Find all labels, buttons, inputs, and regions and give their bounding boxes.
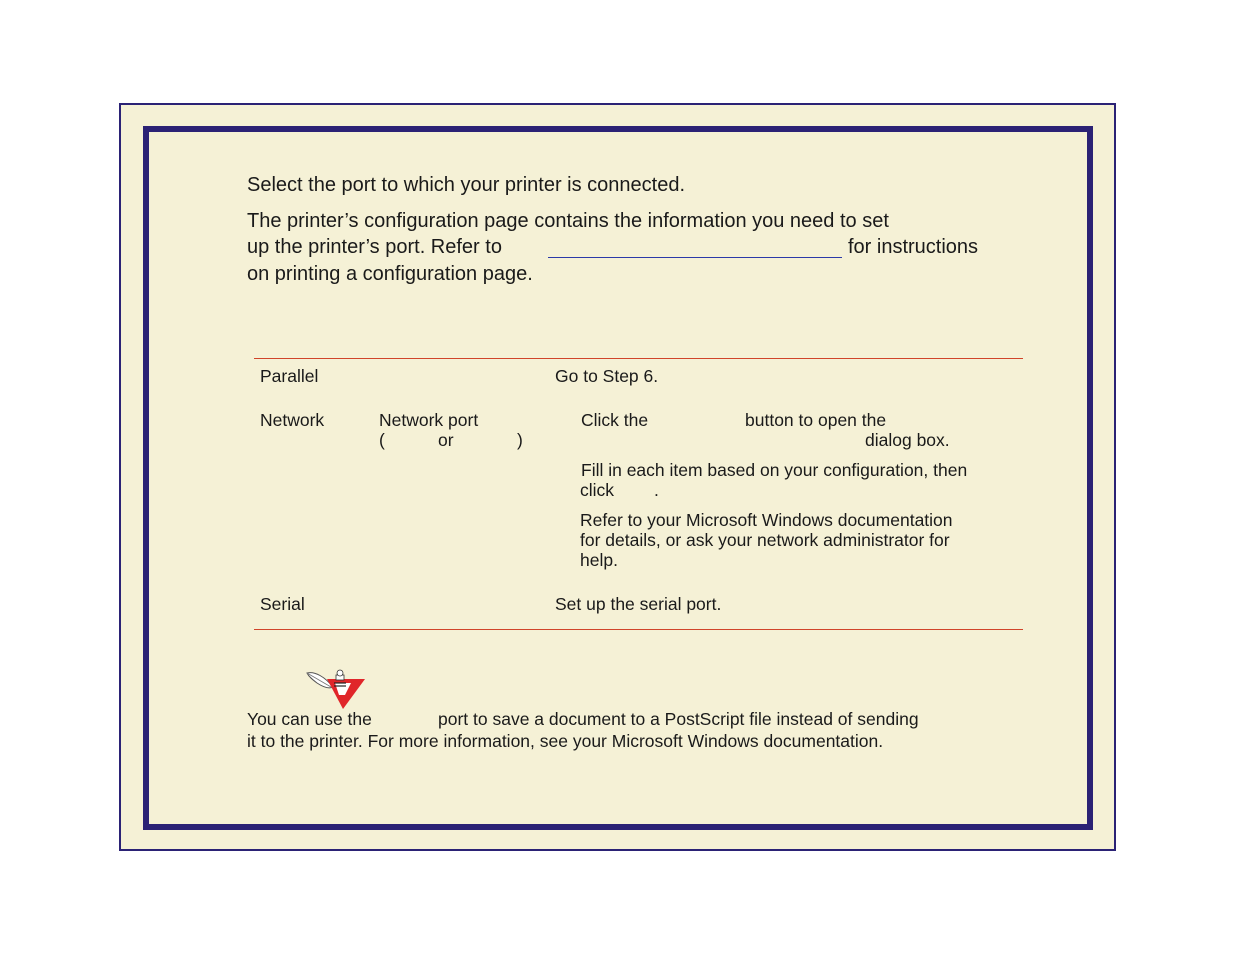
note-line2: it to the printer. For more information, see your Microsoft Windows documentation. [247,731,884,751]
action-serial: Set up the serial port. [555,594,722,614]
intro-para-line3: on printing a configuration page. [247,263,533,285]
network-instr1-c: dialog box. [865,430,950,450]
port-serial: Serial [260,594,305,614]
table-bottom-rule [254,629,1023,630]
intro-line: Select the port to which your printer is connected. [247,174,686,196]
intro-para-line2-b: for instructions [848,236,979,258]
network-subtype-paren-open: ( [379,430,385,450]
intro-para-line1: The printer’s configuration page contains the information you need to set [247,210,889,232]
network-instr3-line1: Refer to your Microsoft Windows documentation [580,510,953,530]
note-line1-b: port to save a document to a PostScript file instead of sending [438,709,919,729]
port-parallel: Parallel [260,366,319,386]
network-subtype-paren-close: ) [517,430,523,450]
network-instr2-line2-a: click [580,480,615,500]
network-instr2-line2-b: . [654,480,659,500]
network-instr3-line2: for details, or ask your network administrator for [580,530,950,550]
network-instr2-line1: Fill in each item based on your configuration, then [581,460,968,480]
note-quill-icon [305,669,367,711]
network-subtype-or: or [438,430,454,450]
note-line1-a: You can use the [247,709,372,729]
network-instr1-b: button to open the [745,410,887,430]
port-network: Network [260,410,325,430]
network-instr3-line3: help. [580,550,618,570]
network-subtype-line1: Network port [379,410,479,430]
action-parallel: Go to Step 6. [555,366,659,386]
cross-reference-link[interactable] [548,257,842,258]
intro-para-line2-a: up the printer’s port. Refer to [247,236,502,258]
table-top-rule [254,358,1023,359]
network-instr1-a: Click the [581,410,649,430]
